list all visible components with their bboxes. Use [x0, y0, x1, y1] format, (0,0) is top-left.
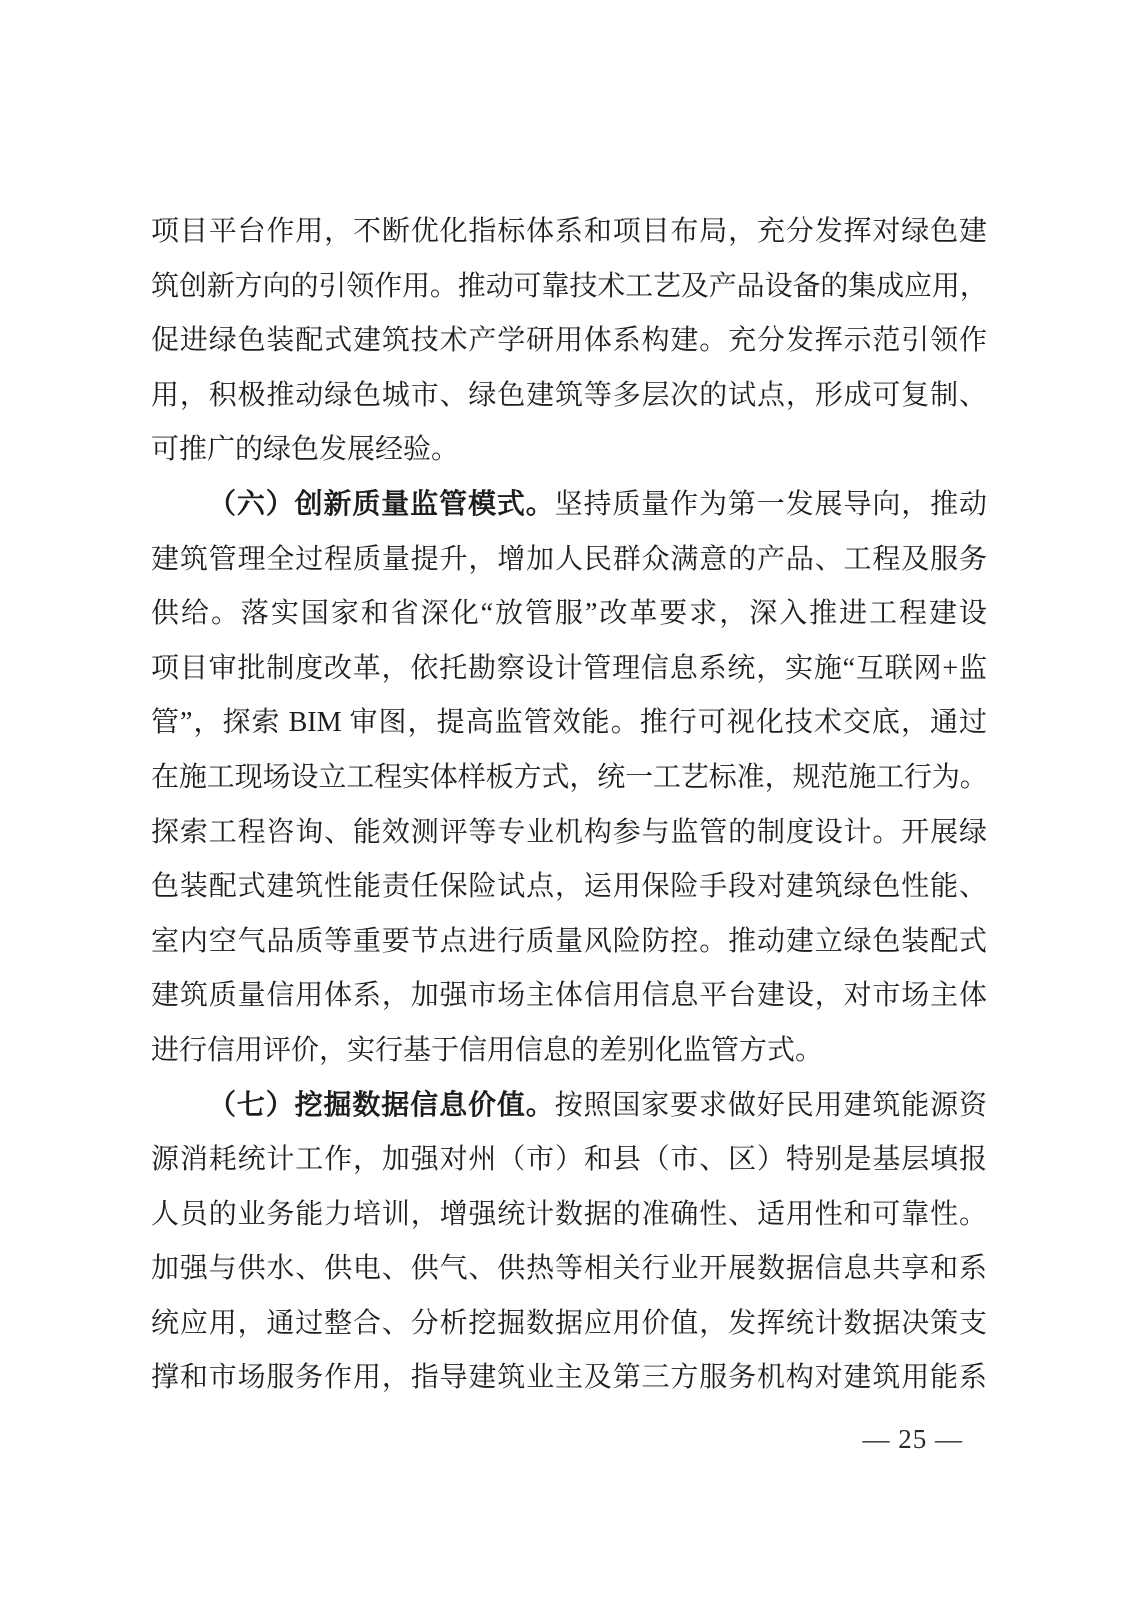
body-line: 加强与供水、供电、供气、供热等相关行业开展数据信息共享和系 [151, 1253, 987, 1285]
body-line: 色装配式建筑性能责任保险试点，运用保险手段对建筑绿色性能、 [151, 871, 987, 903]
body-line: 源消耗统计工作，加强对州（市）和县（市、区）特别是基层填报 [151, 1144, 987, 1176]
body-line [151, 478, 987, 533]
body-line: 供给。落实国家和省深化“放管服”改革要求，深入推进工程建设 [151, 598, 987, 630]
body-line: 可推广的绿色发展经验。 [151, 434, 460, 466]
body-line: 人员的业务能力培训，增强统计数据的准确性、适用性和可靠性。 [151, 1198, 987, 1230]
body-line: 项目平台作用，不断优化指标体系和项目布局，充分发挥对绿色建 [151, 216, 987, 247]
body-line: 筑创新方向的引领作用。推动可靠技术工艺及产品设备的集成应用， [151, 270, 987, 302]
body-line: 撑和市场服务作用，指导建筑业主及第三方服务机构对建筑用能系 [151, 1362, 987, 1394]
document-body [151, 205, 987, 1406]
section-7-heading: （七）挖掘数据信息价值。 [208, 1089, 555, 1121]
body-line: 探索工程咨询、能效测评等专业机构参与监管的制度设计。开展绿 [151, 816, 987, 848]
body-line: 促进绿色装配式建筑技术产学研用体系构建。充分发挥示范引领作 [151, 325, 987, 357]
body-line: 进行信用评价，实行基于信用信息的差别化监管方式。 [151, 1034, 824, 1066]
page-number: — 25 — [862, 1424, 963, 1454]
body-line: 管”，探索 BIM 审图，提高监管效能。推行可视化技术交底，通过 [151, 707, 987, 739]
body-line: 项目审批制度改革，依托勘察设计管理信息系统，实施“互联网+监 [151, 652, 987, 684]
body-line: 建筑质量信用体系，加强市场主体信用信息平台建设，对市场主体 [151, 980, 987, 1012]
body-line: 建筑管理全过程质量提升，增加人民群众满意的产品、工程及服务 [151, 543, 987, 575]
body-line: 统应用，通过整合、分析挖掘数据应用价值，发挥统计数据决策支 [151, 1307, 987, 1339]
body-text: 坚持质量作为第一发展导向，推动 [554, 488, 987, 520]
body-line: 在施工现场设立工程实体样板方式，统一工艺标准，规范施工行为。 [151, 761, 987, 793]
body-line: 用，积极推动绿色城市、绿色建筑等多层次的试点，形成可复制、 [151, 379, 987, 411]
section-6-heading: （六）创新质量监管模式。 [208, 488, 555, 520]
body-line: 室内空气品质等重要节点进行质量风险防控。推动建立绿色装配式 [151, 925, 987, 957]
body-line [151, 1079, 987, 1134]
body-text: 按照国家要求做好民用建筑能源资 [554, 1089, 987, 1121]
